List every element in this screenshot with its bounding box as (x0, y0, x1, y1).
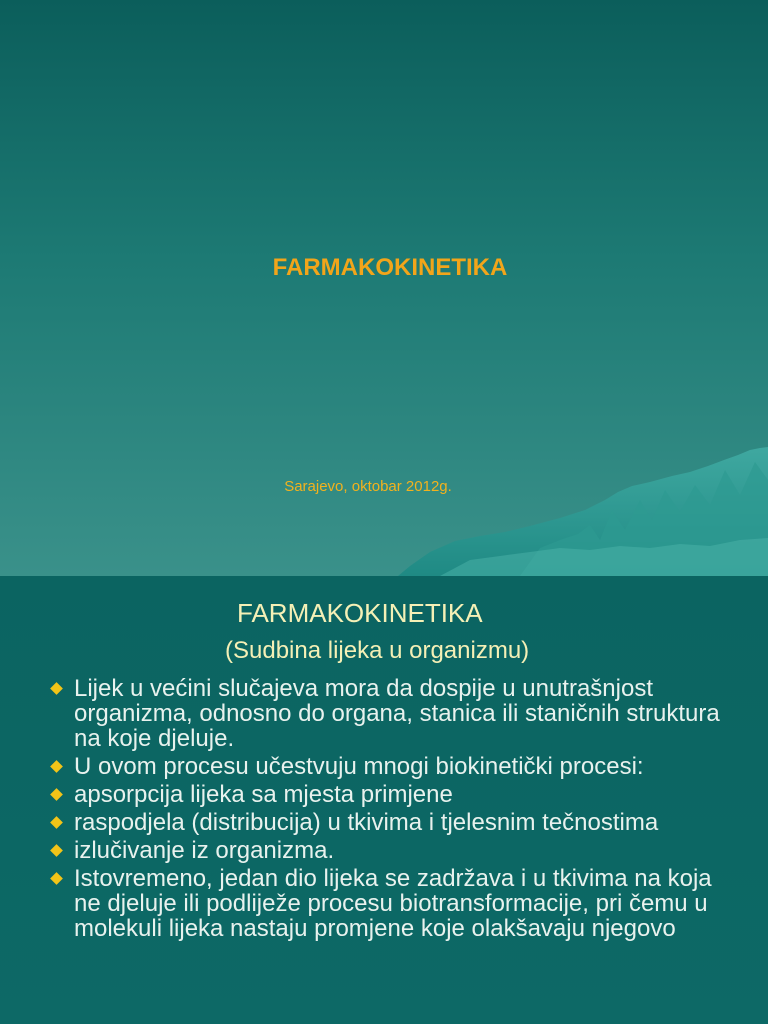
diamond-bullet-icon (50, 844, 63, 857)
bullet-text: apsorpcija lijeka sa mjesta primjene (74, 781, 453, 808)
list-item (0, 810, 768, 835)
list-item (0, 754, 768, 779)
slide-title: FARMAKOKINETIKA (272, 254, 508, 281)
bullet-text: Lijek u većini slučajeva mora da dospije u unutrašnjost organizma, odnosno do organa, stanica ili staničnih struktura na koje djeluje. (74, 675, 720, 752)
bullet-text: Istovremeno, jedan dio lijeka se zadržava i u tkivima na koja ne djeluje ili podliježe procesu biotransformacije, pri čemu u molekuli lijeka nastaju promjene koje olakšavaju njegovo (74, 865, 712, 942)
slide-subtitle: (Sudbina lijeka u organizmu) (225, 637, 530, 664)
bullet-list (0, 676, 768, 944)
diamond-bullet-icon (50, 872, 63, 885)
diamond-bullet-icon (50, 760, 63, 773)
slide-date: Sarajevo, oktobar 2012g. (284, 478, 452, 495)
list-item (0, 838, 768, 863)
diamond-bullet-icon (50, 788, 63, 801)
list-item (0, 866, 768, 941)
diamond-bullet-icon (50, 682, 63, 695)
list-item (0, 676, 768, 751)
bullet-text: raspodjela (distribucija) u tkivima i tjelesnim tečnostima (74, 809, 659, 836)
content-slide (0, 576, 768, 1024)
slide-title: FARMAKOKINETIKA (237, 598, 483, 628)
bullet-text: izlučivanje iz organizma. (74, 837, 335, 864)
list-item (0, 782, 768, 807)
bullet-text: U ovom procesu učestvuju mnogi biokinetički procesi: (74, 753, 644, 780)
diamond-bullet-icon (50, 816, 63, 829)
